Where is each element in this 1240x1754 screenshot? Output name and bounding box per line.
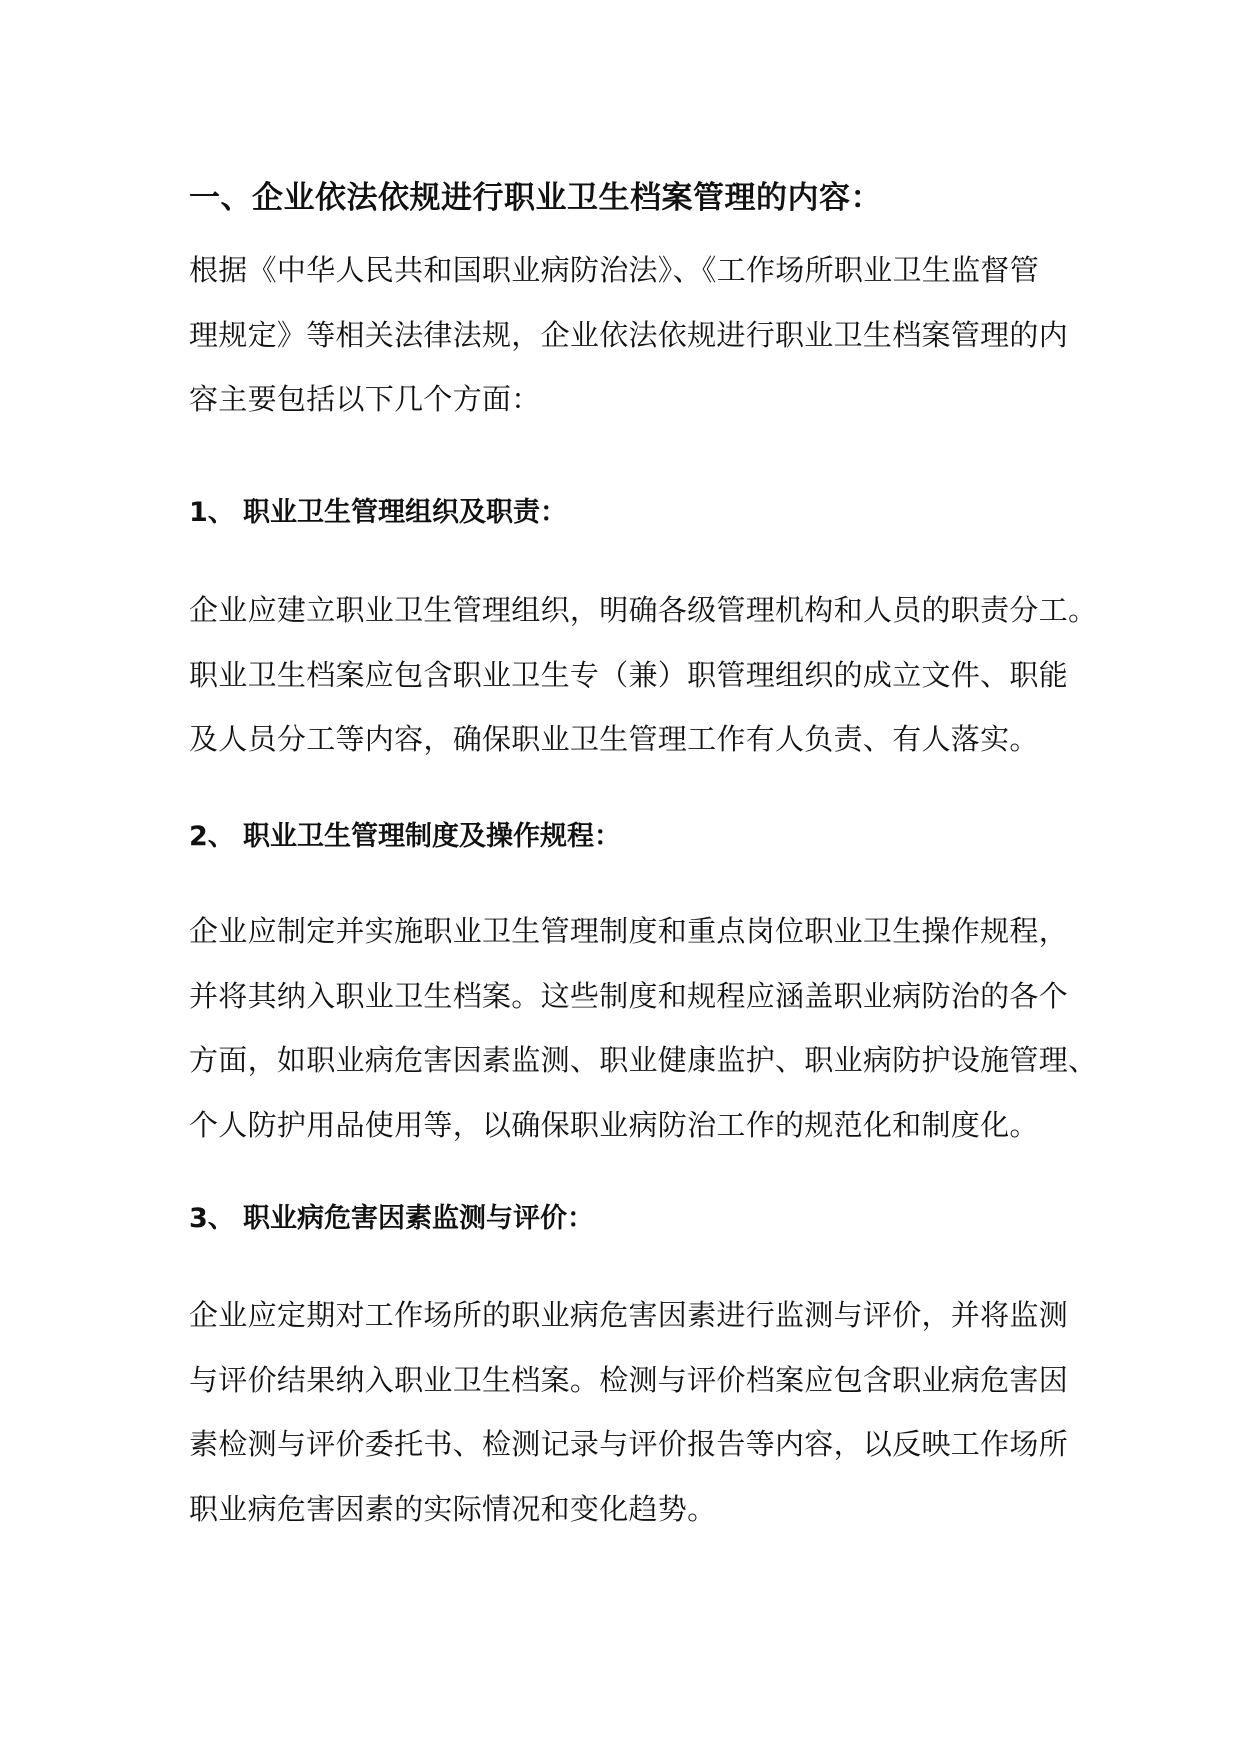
section-number: 3、 — [189, 1203, 235, 1234]
intro-paragraph — [189, 238, 1069, 432]
section-heading-text: 职业病危害因素监测与评价： — [243, 1203, 594, 1234]
intro-line: 理规定》等相关法律法规，企业依法依规进行职业卫生档案管理的内 — [189, 317, 1069, 352]
paragraph-line: 企业应定期对工作场所的职业病危害因素进行监测与评价，并将监测 — [189, 1298, 1069, 1332]
paragraph-line: 职业卫生档案应包含职业卫生专（兼）职管理组织的成立文件、职能 — [189, 657, 1069, 692]
section-heading-2 — [189, 815, 1039, 859]
paragraph-line: 并将其纳入职业卫生档案。这些制度和规程应涵盖职业病防治的各个 — [189, 978, 1069, 1013]
section-heading-1 — [189, 491, 1039, 535]
section-heading-text: 职业卫生管理组织及职责： — [243, 497, 567, 528]
paragraph-line: 企业应制定并实施职业卫生管理制度和重点岗位职业卫生操作规程， — [189, 914, 1069, 948]
intro-line: 容主要包括以下几个方面： — [189, 382, 541, 416]
paragraph-line: 企业应建立职业卫生管理组织，明确各级管理机构和人员的职责分工。 — [189, 593, 1098, 627]
section-number: 1、 — [189, 497, 235, 528]
paragraph-line: 与评价结果纳入职业卫生档案。检测与评价档案应包含职业病危害因 — [189, 1362, 1069, 1397]
document-title: 一、企业依法依规进行职业卫生档案管理的内容： — [189, 180, 882, 216]
section-heading-3 — [189, 1197, 1039, 1241]
paragraph-line: 职业病危害因素的实际情况和变化趋势。 — [189, 1491, 717, 1526]
section-paragraph-2 — [189, 899, 1098, 1157]
section-paragraph-3 — [189, 1283, 1069, 1541]
paragraph-line: 个人防护用品使用等，以确保职业病防治工作的规范化和制度化。 — [189, 1107, 1039, 1142]
section-paragraph-1 — [189, 578, 1098, 772]
paragraph-line: 素检测与评价委托书、检测记录与评价报告等内容，以反映工作场所 — [189, 1427, 1069, 1461]
section-number: 2、 — [189, 821, 235, 852]
intro-line: 根据《中华人民共和国职业病防治法》、《工作场所职业卫生监督管 — [189, 253, 1040, 287]
paragraph-line: 方面，如职业病危害因素监测、职业健康监护、职业病防护设施管理、 — [189, 1043, 1098, 1077]
section-heading-text: 职业卫生管理制度及操作规程： — [243, 821, 621, 852]
paragraph-line: 及人员分工等内容，确保职业卫生管理工作有人负责、有人落实。 — [189, 722, 1039, 756]
